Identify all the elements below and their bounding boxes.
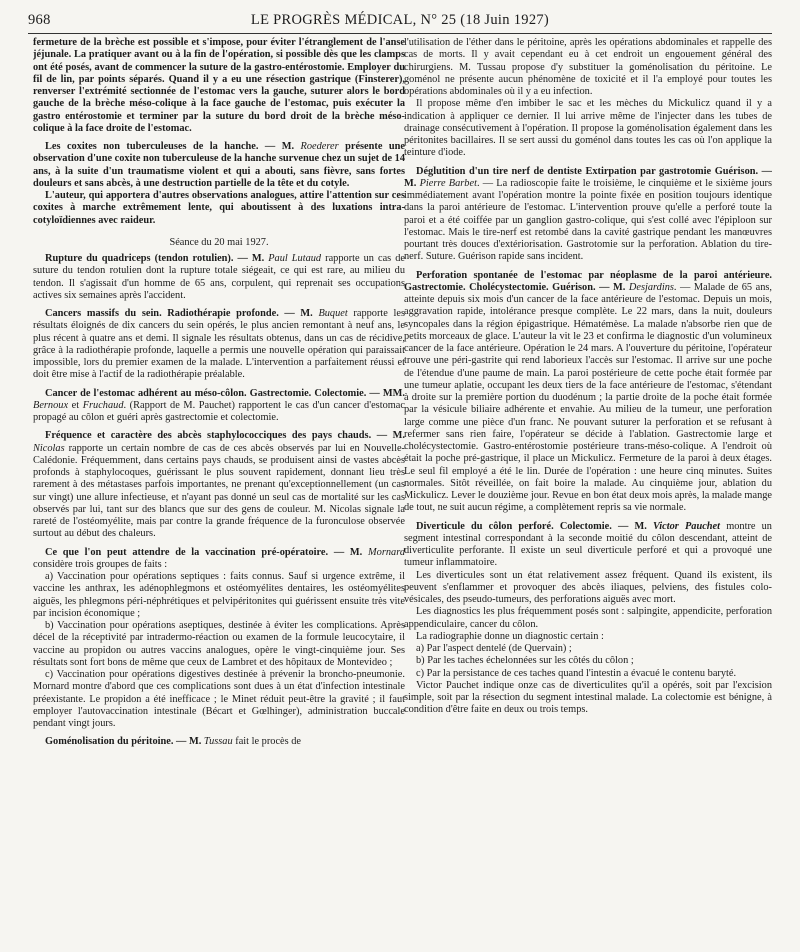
paragraph-text: considère trois groupes de faits : [33,558,168,570]
paragraph-text: . (Rapport de M. Pauchet) rapportent le cas d'un cancer d'estomac propagé au côlon et guéri après gastrectomie et colectomie. [33,399,405,423]
author-name: Paul Lutaud [268,253,322,264]
journal-title: LE PROGRÈS MÉDICAL, N° 25 (18 Juin 1927) [250,12,550,28]
paragraph: Les diagnostics les plus fréquemment posés sont : salpingite, appendicite, perforation appendiculaire, cancer du côlon. [404,606,772,630]
list-item: b) Par les taches échelonnées sur les côtés du côlon ; [416,655,634,667]
paragraph [33,547,405,572]
section-heading: Cancer de l'estomac adhérent au méso-côlon. Gastrectomie. Colectomie. — MM. [45,387,405,399]
paragraph: c) Vaccination pour opérations digestives destinée à prévenir la broncho-pneumonie. Mornard montre d'abord que ces complications sont dues à un état d'infection intestinale préexistante. Le propidon a été inefficace ; le Minet réduit peut-être la gravité ; il faut employer l'autovaccination intestinale (Bécart et Gœlhinger), administration buccale pendant vingt jours. [33,669,405,729]
paragraph: a) Vaccination pour opérations septiques : faits connus. Sauf si urgence extrême, il vaccine les anthrax, les adénophlegmons et ostéomyélites dentaires, les ostéomyélites aiguës, les phlegmons péri-néphrétiques et pelvipéritonites qui guérissent ensuite très vite par incision économique ; [33,571,405,619]
author-name: Roederer [300,141,339,152]
section-heading: Déglutition d'un tire nerf de dentiste Extirpation par gastrotomie Guérison. — M. [404,165,772,189]
section-heading: Ce que l'on peut attendre de la vaccination pré-opératoire. — M. [45,546,363,558]
list-item: c) Par la persistance de ces taches quand l'intestin a évacué le contenu baryté. [416,667,737,679]
paragraph [404,166,772,264]
paragraph: L'auteur, qui apportera d'autres observations analogues, attire l'attention sur ces coxites à marche extrêmement lente, qui aboutissent à des luxations intra-cotyloïdiennes avec raideur. [33,190,405,226]
paragraph-text: . — La radioscopie faite le troisième, le cinquième et le sixième jours immédiatement avant l'opération montre la pointe fixée en position toujours identique dans la paroi antérieure de l'estomac. L'intervention prouve qu'elle a perforé toute la paroi et a été coiffée par un ganglion gastro-colique, qui s'est collé avec l'épiploon sur l'estomac. Mais le tire-nerf est retombé dans la cavité gastrique pendant les manœuvres pourtant très douces d'extériorisation. Gastrotomie sur la perforation. Ablation du tire-nerf. Suture. Guérison rapide sans incident. [404,177,772,263]
author-name: Pierre Barbet [419,177,477,189]
right-column [404,37,772,945]
session-date: Séance du 20 mai 1927. [169,236,269,248]
section-heading: Cancers massifs du sein. Radiothérapie profonde. — M. [45,308,313,319]
conjunction: et [71,399,80,411]
author-name: Bernoux [33,399,69,411]
section-heading: Les coxites non tuberculeuses de la hanche. — M. [45,141,295,152]
section-heading: Rupture du quadriceps (tendon rotulien). — M. [45,253,265,264]
paragraph: b) Vaccination pour opérations aseptiques, destinée à éviter les complications. Après décel de la réceptivité par intradermo-réaction ou examen de la formule leucocytaire, il vaccine au propidon ou autres vaccins analogues, opère le vingt-cinquième jour. Ses résultats sont fort bons de même que ceux de Lambret et des hôpitaux de Montevideo ; [33,620,405,668]
paragraph-text: présente une observation d'une coxite non tuberculeuse de la hanche survenue chez un sujet de 14 ans, à la suite d'un traumatisme violent et qui a abouti, sans fièvre, sans fortes douleurs et sans abcès, à une destruction partielle de la tête et du cotyle. [33,141,405,189]
list-item: a) Par l'aspect dentelé (de Quervain) ; [416,643,572,654]
paragraph [33,430,405,540]
section-heading: Fréquence et caractère des abcès staphylococciques des pays chauds. — M. [45,430,405,442]
author-name: Tussau [203,736,233,748]
author-name: Fruchaud [82,399,124,411]
paragraph [33,736,405,748]
author-name: Desjardins [628,281,674,293]
author-name: Mornard [368,546,405,558]
paragraph: La radiographie donne un diagnostic certain : [416,630,604,642]
paragraph: fermeture de la brèche est possible et s'impose, pour éviter l'étranglement de l'anse jéjunale. La pratiquer avant ou à la fin de l'opération, si possible dès que les clamps ont été posés, avant de commencer la suture de la gastro-entérostomie. Employer du fil de lin, par points séparés. Quand il y a eu une résection gastrique (Finsterer), renverser l'extrémité sectionnée de l'estomac vers la gauche, suturer alors le bord gauche de la brèche méso-colique à la face gauche de l'estomac, puis exécuter la gastro entérostomie et terminer par la suture du bord droit de la brèche méso-colique à la face droite de l'estomac. [33,37,405,134]
section-heading: Diverticule du côlon perforé. Colectomie. — M. [416,520,647,532]
paragraph: Les diverticules sont un état relativement assez fréquent. Quand ils existent, ils peuvent s'enflammer et provoquer des abcès iliaques, pelviens, des fistules colo-vésicales, des pseudo-tumeurs, des perforations aiguës avec mort. [404,569,772,605]
author-name: Nicolas [33,442,65,454]
author-name: Victor Pauchet [652,520,721,532]
paragraph-text: fait le procès de [235,736,302,748]
paragraph [33,141,405,190]
paragraph-text: rapporte un certain nombre de cas de ces abcès observés par lui en Nouvelle-Calédonie. Fréquemment, dans certains pays chauds, se produisent ainsi de vastes abcès profonds à staphylocoques, guérissant le plus souvent rapidement, donnant lieu très rarement à des métastases parfois importantes, ne prenant qu'exceptionnellement (un cas sur vingt) une allure infectieuse, et n'ayant pas donné un seul cas de mortalité sur les cas observés par lui, tant sur des blancs que sur des gens de couleur. M. Nicolas signale la rareté de l'ostéomyélite, mais par contre la grande fréquence de la furonculose observée surtout au début des chaleurs. [33,442,405,540]
paragraph [404,521,772,570]
paragraph-text: . — Malade de 65 ans, atteinte depuis six mois d'un cancer de la face antérieure de l'estomac. Depuis un mois, aggravation rapide, intolérance presque complète. Le 22 mars, dans la nuit, douleurs syncopales dans la région épigastrique. Hématémèse. La malade n'absorbe rien que de petits morceaux de glace. L'auteur la vit le 23 et confirma le diagnostic d'un volumineux cancer de la face antérieure. Opération le 24 mars. A l'ouverture du péritoine, l'opérateur trouve une péri-gastrite qui rend laborieux l'accès sur l'estomac. Il arrive sur une poche de l'étendue d'une paume de main. La paroi postérieure de cette poche était formée par une tumeur aplatie, occupant les deux tiers de la face antérieure de l'estomac, s'étendant à droite sur la première portion du duodénum ; la partie droite de la poche était formée par la vésicule biliaire adhérente et envahie. Au milieu de la tumeur, une perforation large comme une pièce d'un franc. Ne pouvant suturer la perforation et se refusant à refermer sans rien faire, l'opérateur se décide à l'ablation. Gastrectomie large et cholécystectomie. Gastro-entérostomie postérieure trans-méso-colique. A l'endroit où était la poche pré-gastrique, il place un Mickulicz. Fermeture de la paroi à deux étages. Le seul fil employé a été le lin. Durée de l'opération : une heure cinq minutes. Suites normales. Sitôt réveillée, on fait boire la malade. Au cinquième jour, ablation du Mickulicz. Lever le douzième jour. Revue en bon état deux mois après, la malade mange de tout, ne suit aucun régime, a complètement repris sa vie normale. [404,281,772,514]
author-name: Buquet [318,308,348,319]
left-column [33,37,405,945]
paragraph-text: montre un segment intestinal correspondant à la seconde moitié du côlon descendant, atteint de diverticulite perforante. Il existe un seul diverticule perforé et qui a provoqué une tumeur inflammatoire. [404,520,772,569]
page-number: 968 [28,12,51,28]
paragraph [404,270,772,515]
paragraph [33,388,405,425]
paragraph [33,253,405,302]
paragraph: Victor Pauchet indique onze cas de diverticulites qu'il a opérés, soit par l'excision simple, soit par la résection du segment intestinal malade. La colectomie est bénigne, à condition d'être faite en deux ou trois temps. [404,679,772,716]
header-rule [28,33,772,34]
paragraph-text: rapporte les résultats éloignés de dix cancers du sein opérés, le plus ancien remontant à neuf ans, le plus récent à quatre ans et demi. Il signale les résultats obtenus, dans un cas de récidive, grâce à la radiothérapie profonde, laquelle a permis une nouvelle opération qui paraissait impossible, lors du premier examen de la malade. L'intervention a parfaitement réussi et doit être mise à l'actif de la radiothérapie préalable. [33,308,405,381]
section-heading: Perforation spontanée de l'estomac par néoplasme de la paroi antérieure. Gastrectomie. Cholécystectomie. Guérison. — M. [404,269,772,293]
section-heading: Goménolisation du péritoine. — M. [45,736,202,748]
paragraph-text: rapporte un cas de suture du tendon rotulien dont la rupture totale siégeait, ce qui est rare, au milieu du tendon. Il s'agissait d'un homme de 65 ans, corpulent, qui reprenait ses occupations actives six semaines après l'accident. [33,253,405,301]
paragraph: l'utilisation de l'éther dans le péritoine, après les opérations abdominales et rappelle des cas de morts. Il y avait cependant eu à cet endroit un engouement général des chirurgiens. M. Tussau propose d'y substituer la goménolisation du péritoine. Le goménol ne présente aucun phénomène de toxicité et il l'a employé pour toutes les opérations abdominales où il y a eu infection. [404,37,772,97]
paragraph [33,308,405,382]
paragraph: Il propose même d'en imbiber le sac et les mèches du Mickulicz quand il y a indication à appliquer ce dernier. Il lui arrive même de l'injecter dans les tubes de drainage consécutivement à l'opération. Il propose la goménolisation également dans les péritonites bacillaires. Il se sert aussi du goménol dans toutes les cas où l'on applique la teinture d'iode. [404,98,772,159]
running-header [28,12,772,32]
